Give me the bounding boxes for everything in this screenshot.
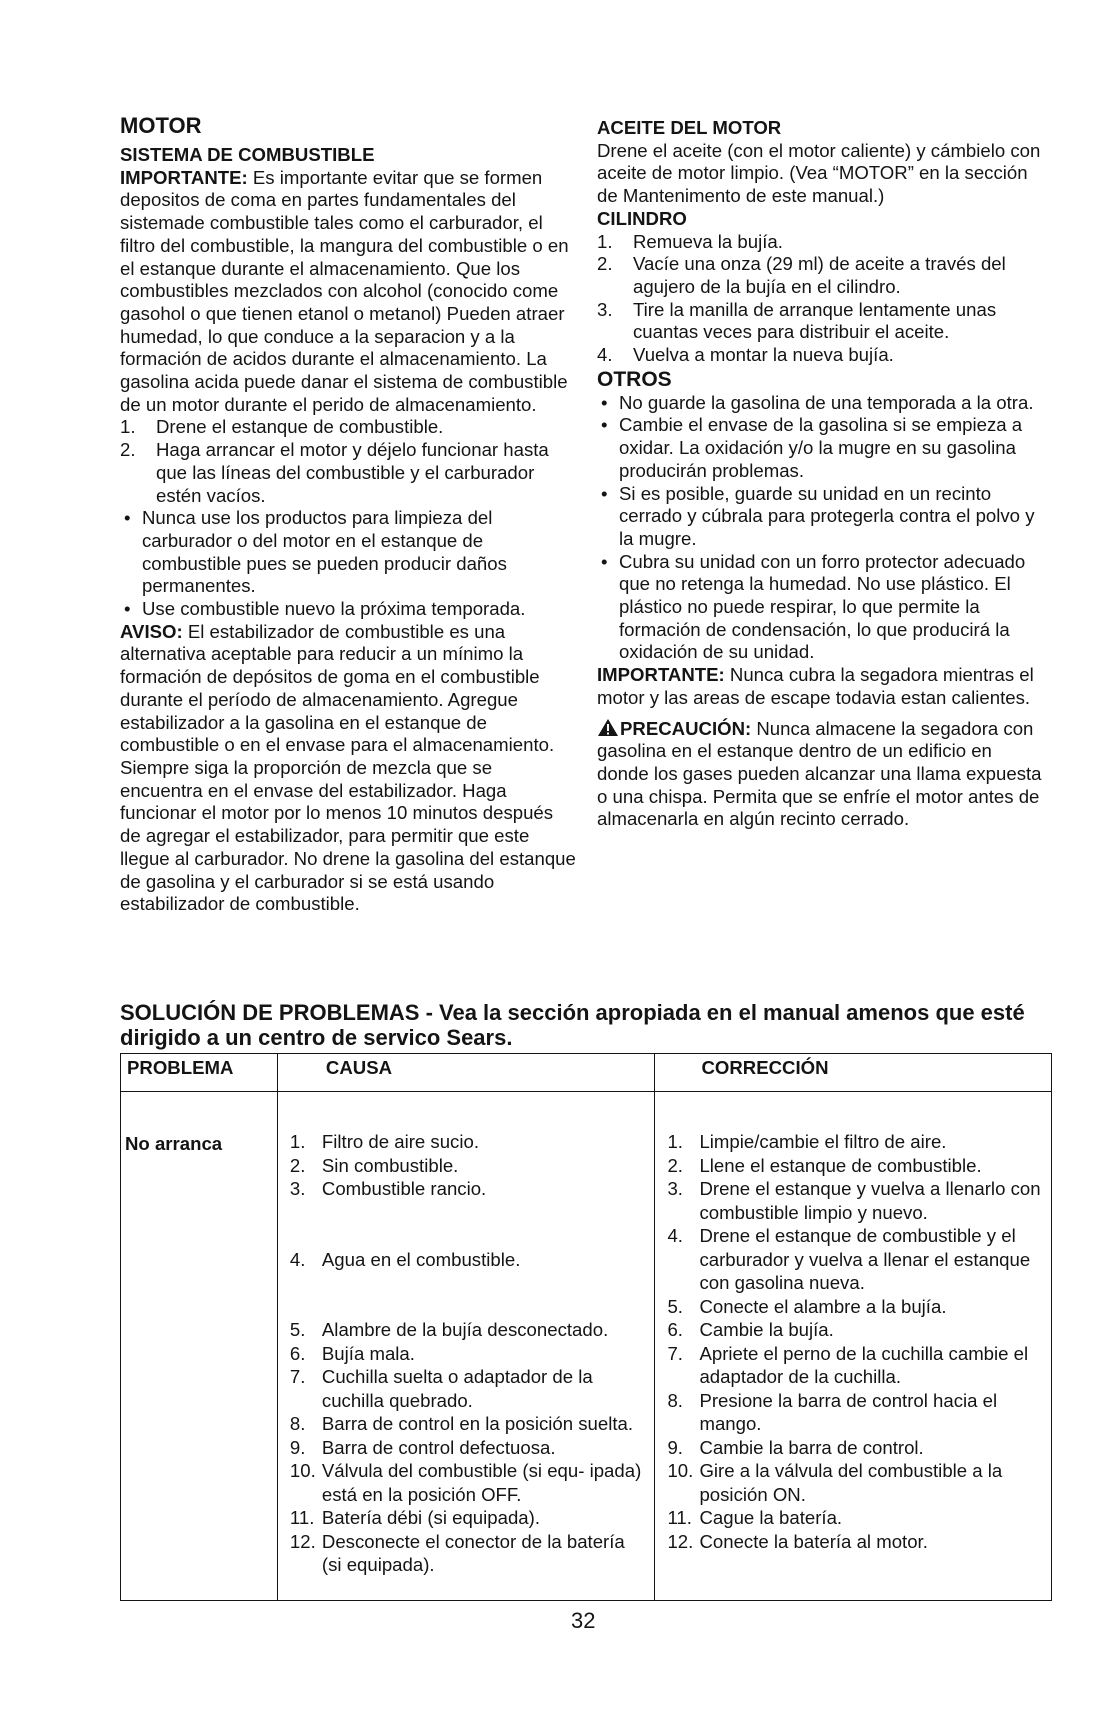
list-item: [120, 416, 578, 439]
correction-text: Conecte el alambre a la bujía.: [699, 1295, 947, 1317]
correction-number: 5.: [667, 1295, 683, 1317]
cause-number: 8.: [289, 1413, 306, 1434]
list-item: [284, 1412, 649, 1436]
correction-number: 12.: [667, 1530, 694, 1552]
list-item: [597, 414, 1047, 482]
combustible-steps: [120, 416, 578, 507]
cause-text: Barra de control en la posición suelta.: [321, 1413, 634, 1434]
list-item: [661, 1154, 1045, 1178]
correction-number: 10.: [667, 1460, 694, 1481]
step-text: Tire la manilla de arranque lentamente unas cuantas veces para distribuir el aceite.: [633, 298, 997, 343]
heading-sistema-combustible: SISTEMA DE COMBUSTIBLE: [120, 144, 375, 165]
cause-number: 11.: [289, 1507, 315, 1528]
step-number: 4.: [597, 344, 613, 366]
list-item: [661, 1342, 1045, 1389]
cause-number: 4.: [289, 1248, 306, 1270]
list-spacer: [284, 1201, 649, 1248]
step-text: Remueva la bujía.: [633, 230, 783, 252]
list-item: [597, 299, 1047, 344]
causes-list: [284, 1130, 649, 1577]
correction-text: Drene el estanque y vuelva a llenarlo con combustible limpio y nuevo.: [699, 1178, 1041, 1223]
header-correccion: CORRECCIÓN: [655, 1054, 1052, 1092]
header-problema: PROBLEMA: [121, 1054, 278, 1092]
causes-cell: [277, 1092, 655, 1601]
correction-number: 8.: [667, 1389, 683, 1411]
corrections-cell: [655, 1092, 1052, 1601]
list-item: [661, 1530, 1045, 1554]
troubleshooting-table: [120, 1053, 1052, 1601]
cause-number: 10.: [289, 1460, 316, 1481]
cause-text: Combustible rancio.: [321, 1178, 487, 1199]
list-item: [661, 1295, 1045, 1319]
step-text: Haga arrancar el motor y déjelo funcionar hasta que las líneas del combustible y el carburador estén vacíos.: [156, 439, 549, 506]
cause-text: Filtro de aire sucio.: [321, 1131, 479, 1152]
list-item: [284, 1130, 649, 1154]
list-item: [597, 392, 1047, 415]
importante-text: Nunca cubra la segadora mientras el motor y las areas de escape todavia estan calientes.: [597, 664, 1034, 708]
heading-otros: OTROS: [597, 367, 672, 391]
bullet-text: Si es posible, guarde su unidad en un recinto cerrado y cúbrala para protegerla contra el polvo y la mugre.: [619, 482, 1035, 549]
list-item: [120, 598, 578, 621]
cause-number: 5.: [289, 1319, 306, 1340]
cause-number: 9.: [289, 1436, 306, 1458]
cause-text: Cuchilla suelta o adaptador de la cuchilla quebrado.: [321, 1366, 593, 1411]
bullet-icon: •: [601, 391, 608, 413]
list-item: [284, 1177, 649, 1201]
table-row: [121, 1092, 1052, 1601]
correction-text: Conecte la batería al motor.: [699, 1530, 928, 1552]
correction-text: Gire a la válvula del combustible a la posición ON.: [699, 1460, 1003, 1505]
cause-number: 2.: [289, 1154, 306, 1176]
heading-aceite-motor: ACEITE DEL MOTOR: [597, 117, 782, 138]
list-spacer: [284, 1271, 649, 1318]
section-title-motor: MOTOR: [120, 113, 202, 138]
list-item: [284, 1365, 649, 1412]
list-item: [597, 551, 1047, 665]
list-item: [661, 1436, 1045, 1460]
cilindro-steps: [597, 231, 1047, 367]
list-item: [597, 344, 1047, 367]
step-text: Vacíe una onza (29 ml) de aceite a través del agujero de la bujía en el cilindro.: [633, 253, 1006, 297]
correction-text: Cague la batería.: [699, 1507, 843, 1528]
cause-number: 12.: [289, 1530, 316, 1552]
cause-text: Desconecte el conector de la batería (si equipada).: [321, 1530, 625, 1575]
step-number: 1.: [597, 230, 613, 252]
correction-number: 11.: [667, 1507, 692, 1528]
step-number: 3.: [597, 298, 613, 320]
correction-number: 6.: [667, 1319, 683, 1340]
step-number: 2.: [120, 439, 136, 461]
correction-text: Limpie/cambie el filtro de aire.: [699, 1131, 947, 1152]
bullet-icon: •: [601, 550, 608, 572]
cause-number: 7.: [289, 1366, 306, 1387]
correction-number: 9.: [667, 1436, 683, 1458]
right-column: [597, 117, 1047, 831]
step-text: Drene el estanque de combustible.: [156, 416, 444, 438]
list-item: [661, 1506, 1045, 1530]
list-item: [120, 439, 578, 507]
correction-number: 3.: [667, 1178, 683, 1199]
left-column: [120, 112, 578, 916]
list-item: [284, 1506, 649, 1530]
aceite-paragraph: Drene el aceite (con el motor caliente) y cámbielo con aceite de motor limpio. (Vea “MOTOR” en la sección de Mantenimento de este manual.): [597, 139, 1041, 207]
correction-text: Cambie la barra de control.: [699, 1436, 924, 1458]
list-item: [661, 1224, 1045, 1295]
list-item: [284, 1530, 649, 1577]
otros-importante-paragraph: [597, 664, 1047, 709]
correction-number: 4.: [667, 1225, 683, 1246]
list-item: [597, 483, 1047, 551]
cause-text: Alambre de la bujía desconectado.: [321, 1319, 609, 1340]
page-number: 32: [571, 1608, 596, 1633]
list-item: [284, 1154, 649, 1178]
importante-paragraph: [120, 167, 578, 417]
solucion-heading: SOLUCIÓN DE PROBLEMAS - Vea la sección apropiada en el manual amenos que esté dirigido a un centro de servico Sears.: [120, 1000, 1025, 1050]
list-item: [597, 231, 1047, 254]
cause-number: 1.: [289, 1131, 306, 1152]
table-header-row: [121, 1054, 1052, 1092]
cause-text: Sin combustible.: [321, 1154, 459, 1176]
precaucion-label: PRECAUCIÓN:: [620, 717, 752, 739]
bullet-text: Cubra su unidad con un forro protector adecuado que no retenga la humedad. No use plástico. El plástico no puede respirar, lo que permite la formación de condensación, lo que producirá la oxidación de su unidad.: [619, 550, 1026, 663]
correction-text: Apriete el perno de la cuchilla cambie el adaptador de la cuchilla.: [699, 1342, 1029, 1387]
cause-text: Bujía mala.: [321, 1342, 415, 1364]
list-item: [284, 1318, 649, 1342]
cause-text: Agua en el combustible.: [321, 1248, 521, 1270]
step-number: 2.: [597, 253, 613, 275]
cause-text: Válvula del combustible (si equ- ipada) está en la posición OFF.: [321, 1460, 642, 1505]
heading-cilindro: CILINDRO: [597, 207, 687, 229]
combustible-bullets: [120, 507, 578, 621]
cause-text: Batería débi (si equipada).: [321, 1507, 541, 1528]
correction-number: 1.: [667, 1131, 683, 1152]
bullet-text: Nunca use los productos para limpieza del carburador o del motor en el estanque de combustible pues se pueden producir daños permanentes.: [142, 507, 507, 597]
list-item: [597, 253, 1047, 298]
list-item: [661, 1459, 1045, 1506]
header-causa: CAUSA: [277, 1054, 655, 1092]
cause-number: 3.: [289, 1178, 306, 1199]
list-item: [284, 1342, 649, 1366]
cause-number: 6.: [289, 1342, 306, 1364]
corrections-list: [661, 1130, 1045, 1553]
list-item: [661, 1389, 1045, 1436]
cause-text: Barra de control defectuosa.: [321, 1436, 556, 1458]
bullet-icon: •: [601, 482, 608, 504]
step-number: 1.: [120, 416, 136, 438]
otros-bullets: [597, 392, 1047, 664]
correction-text: Drene el estanque de combustible y el carburador y vuelva a llenar el estanque con gasolina nueva.: [699, 1225, 1031, 1293]
list-item: [284, 1459, 649, 1506]
list-item: [661, 1177, 1045, 1224]
correction-number: 2.: [667, 1154, 683, 1176]
importante-label: IMPORTANTE:: [597, 664, 725, 686]
list-item: [120, 507, 578, 598]
bullet-text: Use combustible nuevo la próxima temporada.: [142, 598, 526, 620]
warning-triangle-icon: [597, 718, 619, 737]
aviso-paragraph: [120, 621, 578, 916]
correction-text: Cambie la bujía.: [699, 1319, 834, 1340]
correction-text: Llene el estanque de combustible.: [699, 1154, 982, 1176]
aviso-text: El estabilizador de combustible es una alternativa aceptable para reducir a un mínimo la formación de depósitos de goma en el combustible durante el período de almacenamiento. Agregue estabilizador a la gasolina en el estanque de combustible o en el envase para el almacenamiento. Siempre siga la proporción de mezcla que se encuentra en el envase del estabilizador. Haga funcionar el motor por lo menos 10 minutos después de agregar el estabilizador, para permitir que este llegue al carburador. No drene la gasolina del estanque de gasolina y el carburador si se está usando estabilizador de combustible.: [120, 620, 576, 915]
bullet-icon: •: [601, 414, 608, 436]
bullet-text: Cambie el envase de la gasolina si se empieza a oxidar. La oxidación y/o la mugre en su gasolina producirán problemas.: [619, 414, 1023, 481]
step-text: Vuelva a montar la nueva bujía.: [633, 344, 894, 366]
bullet-icon: •: [124, 507, 131, 529]
list-item: [284, 1248, 649, 1272]
precaucion-paragraph: [597, 718, 1047, 832]
importante-text: Es importante evitar que se formen depositos de coma en partes fundamentales del sistemade combustible tales como el carburador, el filtro del combustible, la mangura del combustible o en el estanque durante el almacenamiento. Que los combustibles mezclados con alcohol (conocido come gasohol o que tienen etanol o metanol) Pueden atraer humedad, lo que conduce a la separacion y a la formación de acidos durante el almacenamiento. La gasolina acida puede danar el sistema de combustible de un motor durante el perido de almacenamiento.: [120, 166, 569, 415]
problem-cell: No arranca: [121, 1092, 278, 1601]
list-item: [661, 1318, 1045, 1342]
aviso-label: AVISO:: [120, 620, 183, 642]
correction-text: Presione la barra de control hacia el mango.: [699, 1389, 998, 1434]
bullet-icon: •: [124, 598, 131, 620]
bullet-text: No guarde la gasolina de una temporada a la otra.: [619, 391, 1034, 413]
list-item: [284, 1436, 649, 1460]
importante-label: IMPORTANTE:: [120, 166, 248, 188]
correction-number: 7.: [667, 1342, 683, 1364]
precaucion-text: Nunca almacene la segadora con gasolina en el estanque dentro de un edificio en donde los gases pueden alcanzar una llama expuesta o una chispa. Permita que se enfríe el motor antes de almacenarla en algún recinto cerrado.: [597, 717, 1042, 830]
list-item: [661, 1130, 1045, 1154]
